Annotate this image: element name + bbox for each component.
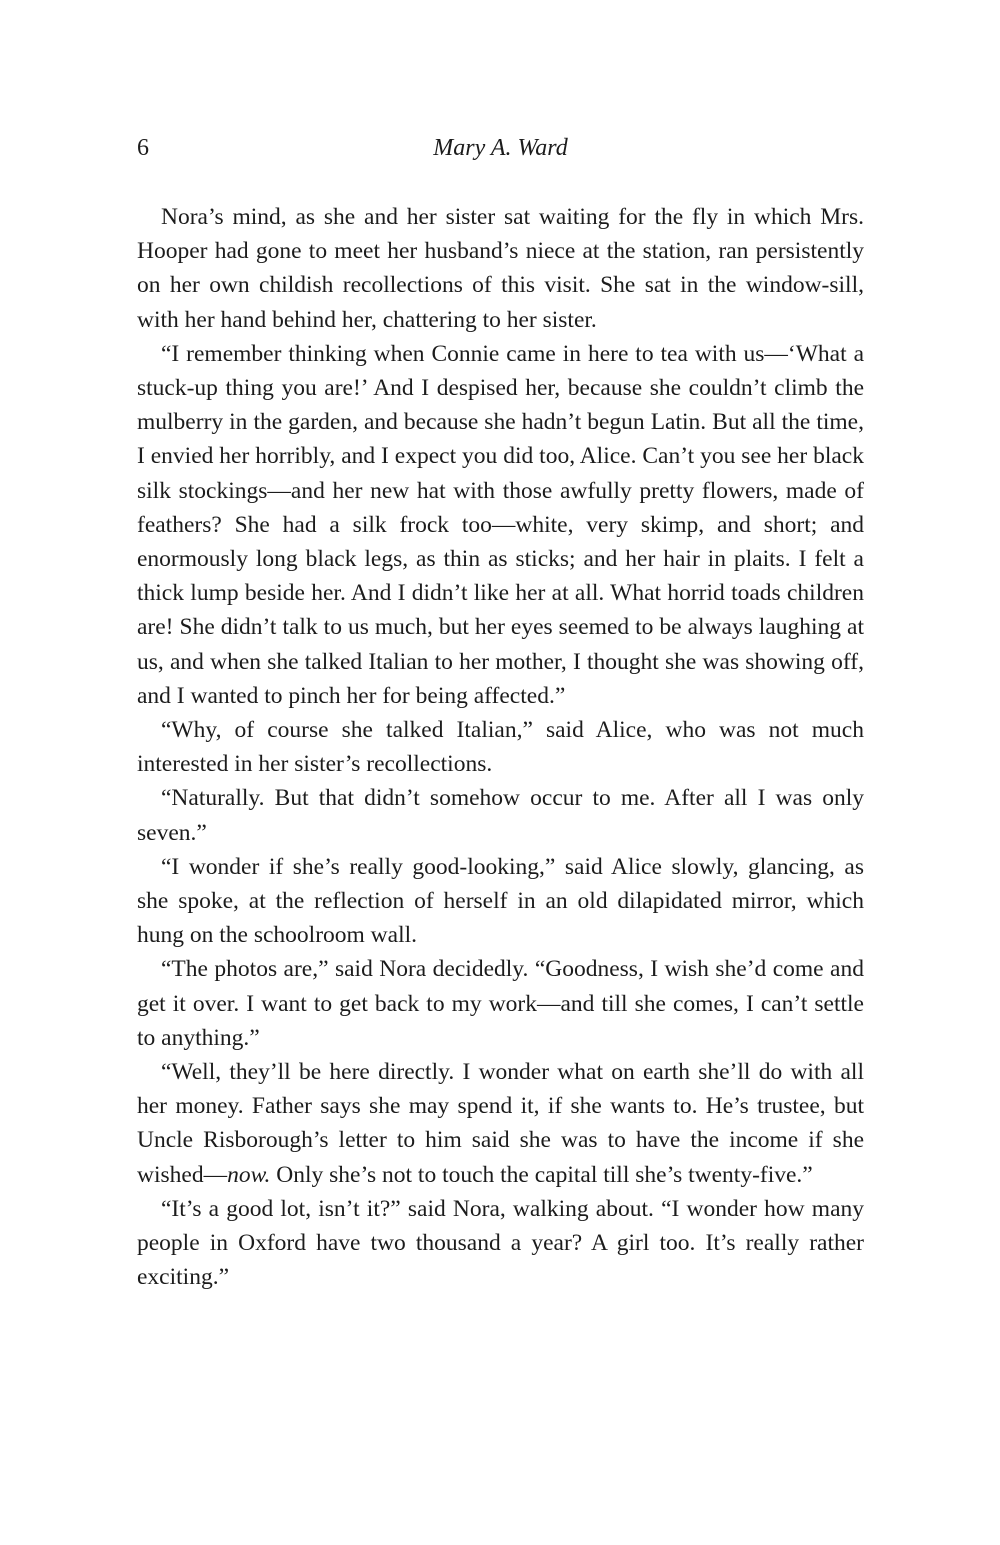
page-number: 6 xyxy=(137,135,149,161)
paragraph: “Why, of course she talked Italian,” said Alice, who was not much interested in her sister’s recollections. xyxy=(137,717,864,778)
body-text xyxy=(137,200,864,1295)
emphasis-text: now. xyxy=(227,1161,271,1188)
paragraph: Nora’s mind, as she and her sister sat waiting for the fly in which Mrs. Hooper had gone to meet her husband’s niece at the station, ran persistently on her own childish recollections of this visit. She sat in the window-sill, with her hand behind her, chattering to her sister. xyxy=(137,204,864,333)
paragraph xyxy=(137,1055,864,1192)
paragraph: “I remember thinking when Connie came in here to tea with us—‘What a stuck-up thing you are!’ And I despised her, because she couldn’t climb the mulberry in the garden, and because she hadn’t begun Latin. But all the time, I envied her horribly, and I expect you did too, Alice. Can’t you see her black silk stockings—and her new hat with those awfully pretty flowers, made of feathers? She had a silk frock too—white, very skimp, and short; and enormously long black legs, as thin as sticks; and her hair in plaits. I felt a thick lump beside her. And I didn’t like her at all. What horrid toads children are! She didn’t talk to us much, but her eyes seemed to be always laughing at us, and when she talked Italian to her mother, I thought she was showing off, and I wanted to pinch her for being affected.” xyxy=(137,340,864,709)
paragraph-text: Only she’s not to touch the capital till she’s twenty-five.” xyxy=(270,1161,813,1188)
paragraph: “Naturally. But that didn’t somehow occur to me. After all I was only seven.” xyxy=(137,785,864,846)
running-head: Mary A. Ward xyxy=(433,135,568,161)
paragraph: “The photos are,” said Nora decidedly. “Goodness, I wish she’d come and get it over. I want to get back to my work—and till she comes, I can’t settle to anything.” xyxy=(137,956,864,1051)
paragraph: “I wonder if she’s really good-looking,” said Alice slowly, glancing, as she spoke, at the reflection of herself in an old dilapidated mirror, which hung on the schoolroom wall. xyxy=(137,853,864,949)
page-header xyxy=(137,130,864,170)
paragraph: “It’s a good lot, isn’t it?” said Nora, walking about. “I wonder how many people in Oxford have two thousand a year? A girl too. It’s really rather exciting.” xyxy=(137,1195,864,1291)
paragraph-text: “Well, they’ll be here directly. I wonder what on earth she’ll do with all her money. Father says she may spend it, if she wants to. He’s trustee, but Uncle Risborough’s letter to him said she was to have the income if she wished— xyxy=(137,1059,864,1188)
